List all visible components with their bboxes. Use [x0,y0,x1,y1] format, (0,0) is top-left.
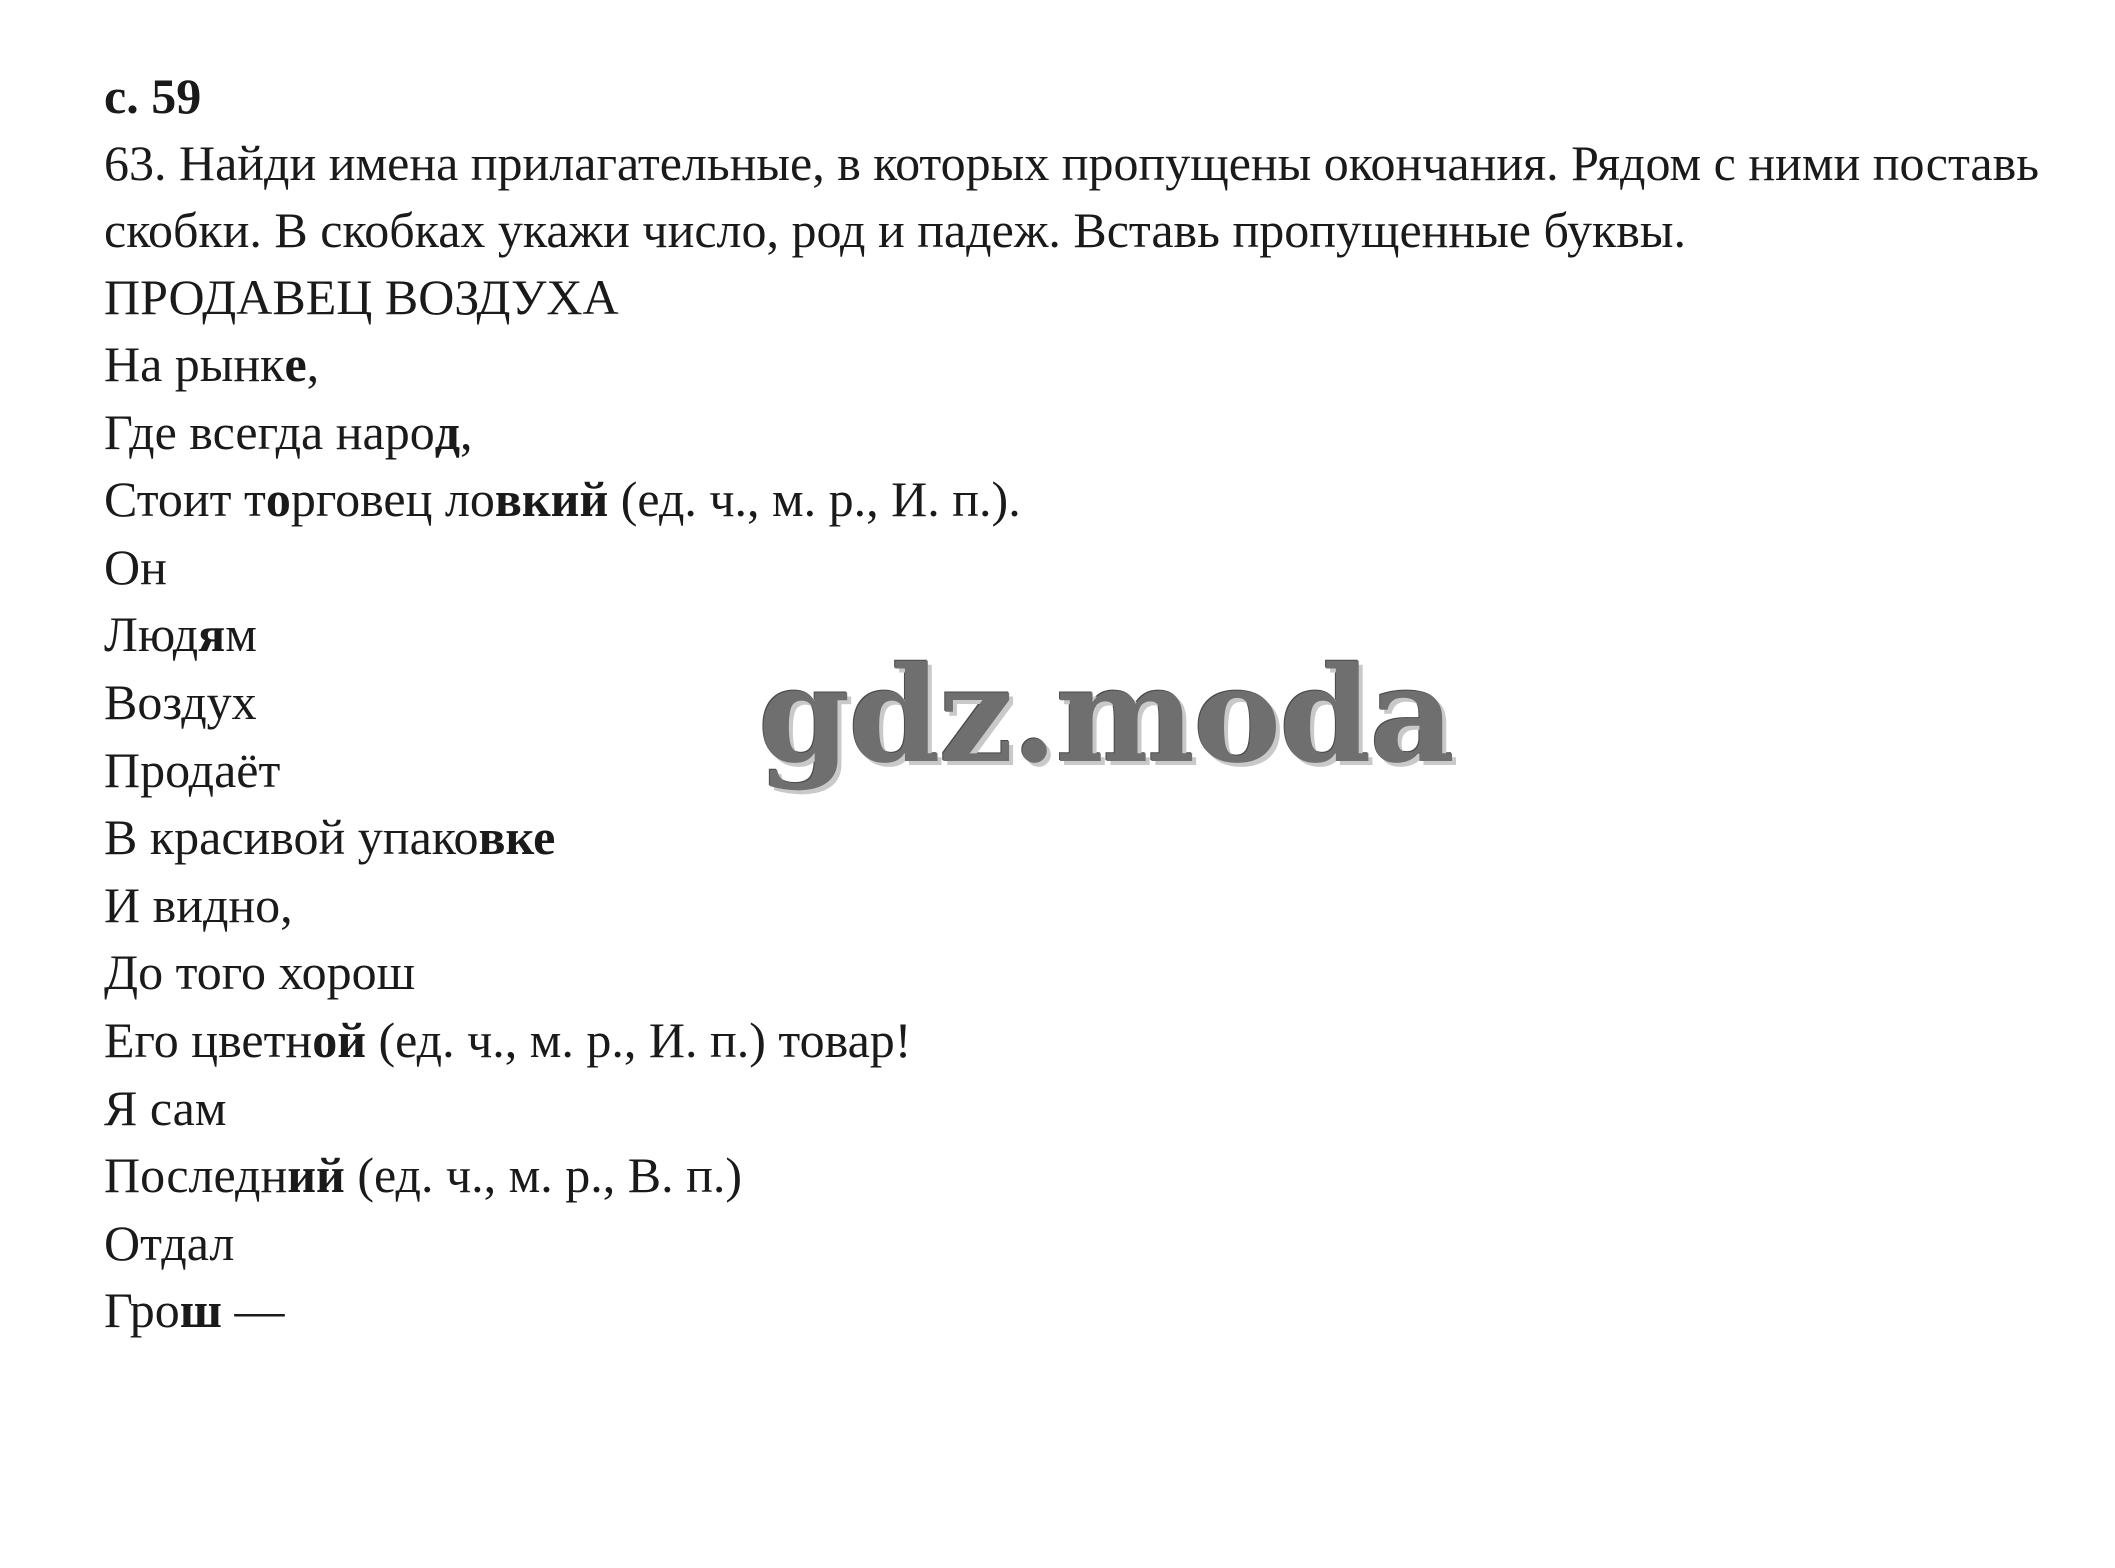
inserted-letters: ш [179,1282,222,1339]
poem-line [104,466,2064,534]
page-number: с. 59 [104,68,202,124]
poem-text: До того хорош [104,944,416,1001]
poem-lines [104,331,2064,1345]
poem-line [104,1210,2064,1278]
poem-text: м [225,606,257,663]
inserted-letters: д [434,403,460,460]
inserted-letters: е [284,336,307,392]
poem-text: Я сам [104,1079,227,1136]
poem-line [104,1277,2064,1345]
poem-line [104,872,2064,940]
poem-text: Воздух [104,673,257,730]
poem-line [104,1007,2064,1075]
task-instruction: 63. Найди имена прилагательные, в которых пропущены окончания. Рядом с ними поставь скобки. В скобках укажи число, род и падеж. Вставь пропущенные буквы. [104,135,2040,258]
watermark-logo: gdz.moda [758,638,1454,793]
poem-text: Гро [104,1282,180,1339]
poem-text: , [460,403,473,460]
poem-text: Люд [104,606,199,663]
inserted-letters: я [198,606,226,663]
poem-text: (ед. ч., м. р., И. п.). [608,471,1021,528]
poem-text: (ед. ч., м. р., И. п.) товар! [366,1011,912,1068]
poem-line [104,1075,2064,1143]
poem-text: В красивой упако [104,809,479,866]
poem-text: Стоит т [104,471,266,528]
poem-text: рговец ло [290,471,495,528]
poem-text: Где всегда наро [104,403,435,460]
poem-line [104,399,2064,467]
poem-text: Отдал [104,1214,235,1271]
inserted-letters: вкий [494,471,609,528]
poem-text: Последн [104,1147,288,1204]
inserted-letters: ой [312,1011,366,1068]
poem-text: , [306,336,320,392]
poem-text: (ед. ч., м. р., В. п.) [344,1147,743,1204]
poem-line [104,1142,2064,1210]
poem-text: Продаёт [104,741,281,798]
poem-line [104,534,2064,602]
poem-text: И видно, [104,876,293,933]
poem-text: Его цветн [104,1011,313,1068]
poem-text: — [221,1282,285,1339]
poem-text: Он [104,538,167,595]
inserted-letters: вке [478,809,556,866]
poem-line [104,804,2064,872]
poem-line [104,331,2064,399]
poem-title: ПРОДАВЕЦ ВОЗДУХА [104,269,619,325]
inserted-letters: о [265,471,291,528]
inserted-letters: ий [287,1147,345,1204]
poem-line [104,939,2064,1007]
poem-text: На рынк [104,336,285,392]
